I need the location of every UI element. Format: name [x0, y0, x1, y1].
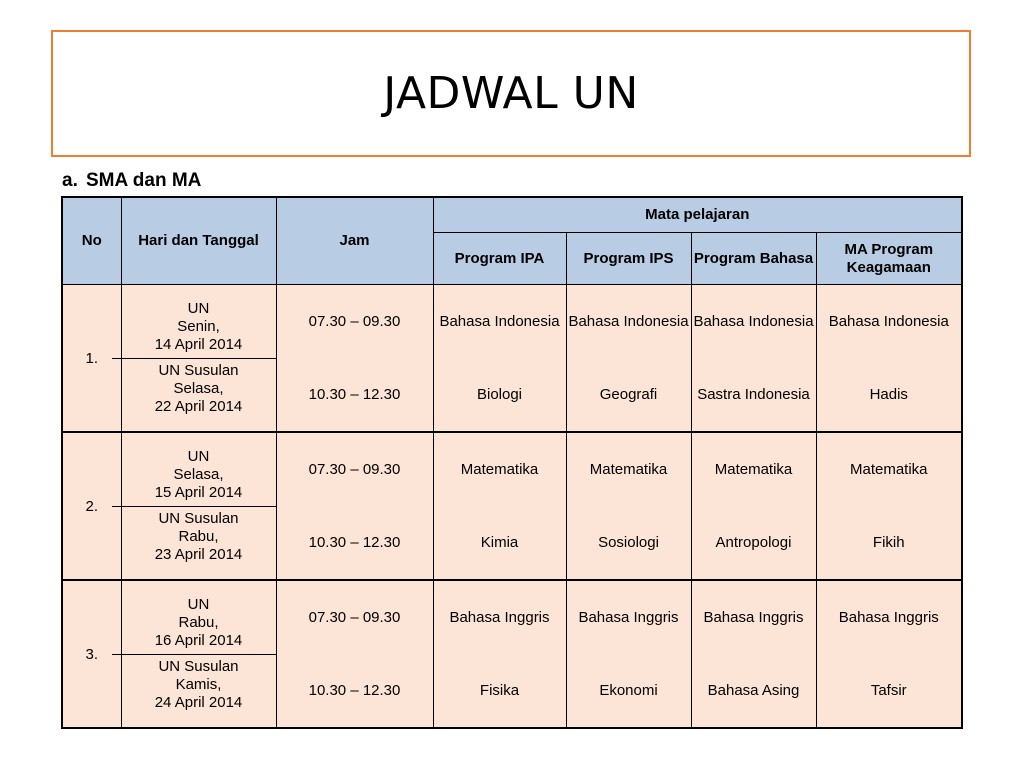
table-row [62, 432, 962, 580]
jam-susulan: 10.30 – 12.30 [308, 534, 401, 551]
row-number: 2. [62, 432, 121, 580]
header-program-ipa: Program IPA [433, 233, 566, 285]
subject-susulan: Biologi [476, 385, 523, 403]
subject-cell [433, 432, 566, 580]
un-date-line: 15 April 2014 [154, 484, 243, 501]
subject-cell [691, 285, 816, 433]
jam-un: 07.30 – 09.30 [308, 313, 401, 330]
slide-title: JADWAL UN [383, 68, 639, 119]
section-letter: a. [62, 170, 78, 191]
subject-cell [566, 432, 691, 580]
un-date [112, 298, 276, 359]
schedule-table [61, 196, 963, 729]
subject-cell [566, 285, 691, 433]
jam-un: 07.30 – 09.30 [308, 609, 401, 626]
susulan-date [122, 359, 276, 418]
un-date-line: 14 April 2014 [154, 336, 243, 353]
un-date-line: UN [187, 596, 210, 613]
subject-un: Bahasa Indonesia [439, 312, 560, 330]
subject-cell [816, 432, 962, 580]
un-date [112, 446, 276, 507]
susulan-date-line: UN Susulan [158, 362, 239, 379]
subject-susulan: Ekonomi [599, 681, 658, 699]
header-mata-pelajaran: Mata pelajaran [433, 197, 962, 233]
un-date-line: UN [187, 448, 210, 465]
jam-susulan: 10.30 – 12.30 [308, 386, 401, 403]
header-program-ips: Program IPS [566, 233, 691, 285]
table-body [62, 285, 962, 729]
un-date-line: Rabu, [178, 614, 219, 631]
jam-cell [276, 432, 433, 580]
section-label-text: SMA dan MA [86, 170, 202, 191]
subject-cell [816, 285, 962, 433]
subject-cell [433, 285, 566, 433]
header-ma-program-keagamaan: MA Program Keagamaan [816, 233, 962, 285]
table-row [62, 580, 962, 728]
subject-susulan: Sosiologi [598, 533, 659, 551]
un-date-line: UN [187, 300, 210, 317]
un-date-line: Selasa, [173, 466, 224, 483]
jam-susulan: 10.30 – 12.30 [308, 682, 401, 699]
subject-susulan: Fikih [872, 533, 905, 551]
susulan-date-line: 23 April 2014 [154, 546, 243, 563]
susulan-date [122, 655, 276, 714]
susulan-date-line: Kamis, [175, 676, 222, 693]
un-date [112, 594, 276, 655]
hari-tanggal-cell [121, 285, 276, 433]
susulan-date-line: Rabu, [178, 528, 219, 545]
subject-susulan: Geografi [599, 385, 658, 403]
subject-un: Matematika [589, 460, 668, 478]
subject-un: Bahasa Indonesia [828, 312, 949, 330]
subject-susulan: Antropologi [715, 533, 792, 551]
subject-un: Matematika [714, 460, 793, 478]
jam-cell [276, 285, 433, 433]
subject-cell [691, 580, 816, 728]
subject-un: Bahasa Indonesia [568, 312, 689, 330]
subject-un: Bahasa Inggris [703, 608, 804, 626]
hari-tanggal-cell [121, 432, 276, 580]
subject-un: Bahasa Inggris [838, 608, 939, 626]
subject-cell [691, 432, 816, 580]
row-number: 1. [62, 285, 121, 433]
susulan-date-line: 24 April 2014 [154, 694, 243, 711]
un-date-line: Senin, [177, 318, 220, 335]
subject-un: Matematika [850, 460, 928, 478]
subject-un: Matematika [460, 460, 539, 478]
subject-susulan: Bahasa Asing [707, 681, 800, 699]
hari-tanggal-cell [121, 580, 276, 728]
subject-un: Bahasa Inggris [578, 608, 679, 626]
susulan-date-line: UN Susulan [158, 658, 239, 675]
header-no: No [62, 197, 121, 285]
jam-cell [276, 580, 433, 728]
subject-un: Bahasa Indonesia [693, 312, 814, 330]
subject-cell [816, 580, 962, 728]
header-program-bahasa: Program Bahasa [691, 233, 816, 285]
row-number: 3. [62, 580, 121, 728]
jam-un: 07.30 – 09.30 [308, 461, 401, 478]
susulan-date-line: Selasa, [173, 380, 224, 397]
slide-title-box [51, 30, 971, 157]
table-row [62, 285, 962, 433]
header-hari: Hari dan Tanggal [121, 197, 276, 285]
subject-susulan: Kimia [480, 533, 519, 551]
susulan-date [122, 507, 276, 566]
subject-susulan: Sastra Indonesia [697, 385, 810, 403]
un-date-line: 16 April 2014 [154, 632, 243, 649]
subject-susulan: Hadis [869, 385, 908, 403]
subject-susulan: Tafsir [870, 681, 907, 699]
subject-cell [433, 580, 566, 728]
susulan-date-line: 22 April 2014 [154, 398, 243, 415]
section-heading [62, 170, 201, 192]
header-jam: Jam [276, 197, 433, 285]
subject-susulan: Fisika [479, 681, 520, 699]
susulan-date-line: UN Susulan [158, 510, 239, 527]
subject-cell [566, 580, 691, 728]
subject-un: Bahasa Inggris [449, 608, 550, 626]
